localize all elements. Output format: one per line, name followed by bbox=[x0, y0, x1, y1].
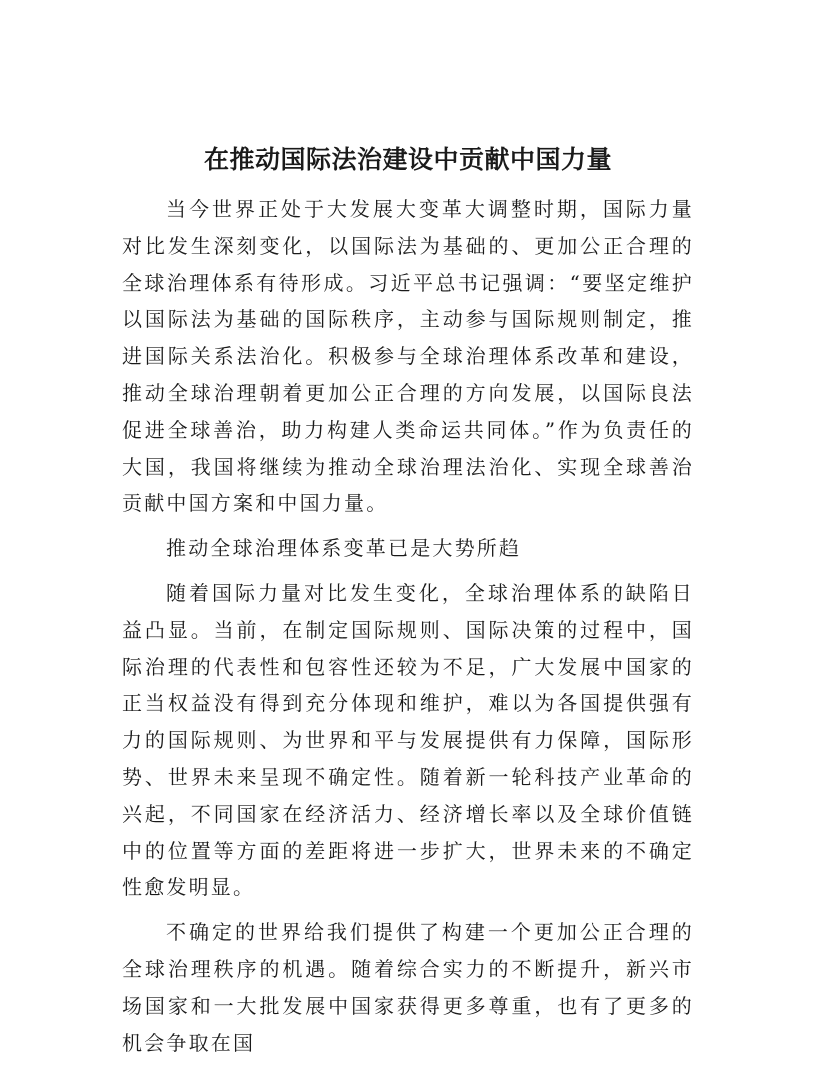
paragraph-intro: 当今世界正处于大发展大变革大调整时期，国际力量对比发生深刻变化，以国际法为基础的、更加公正合理的全球治理体系有待形成。习近平总书记强调：“要坚定维护以国际法为基础的国际秩序，主动参与国际规则制定，推进国际关系法治化。积极参与全球治理体系改革和建设，推动全球治理朝着更加公正合理的方向发展，以国际良法促进全球善治，助力构建人类命运共同体。”作为负责任的大国，我国将继续为推动全球治理法治化、实现全球善治贡献中国方案和中国力量。 bbox=[122, 197, 694, 516]
document-title: 在推动国际法治建设中贡献中国力量 bbox=[203, 145, 612, 174]
paragraph-opportunity: 不确定的世界给我们提供了构建一个更加公正合理的全球治理秩序的机遇。随着综合实力的不断提升，新兴市场国家和一大批发展中国家获得更多尊重，也有了更多的机会争取在国 bbox=[122, 920, 694, 1055]
document-body bbox=[122, 191, 694, 1069]
section-heading: 推动全球治理体系变革已是大势所趋 bbox=[166, 536, 522, 561]
paragraph-governance-defects: 随着国际力量对比发生变化，全球治理体系的缺陷日益凸显。当前，在制定国际规则、国际决策的过程中，国际治理的代表性和包容性还较为不足，广大发展中国家的正当权益没有得到充分体现和维护，难以为各国提供强有力的国际规则、为世界和平与发展提供有力保障，国际形势、世界未来呈现不确定性。随着新一轮科技产业革命的兴起，不同国家在经济活力、经济增长率以及全球价值链中的位置等方面的差距将进一步扩大，世界未来的不确定性愈发明显。 bbox=[122, 580, 694, 900]
